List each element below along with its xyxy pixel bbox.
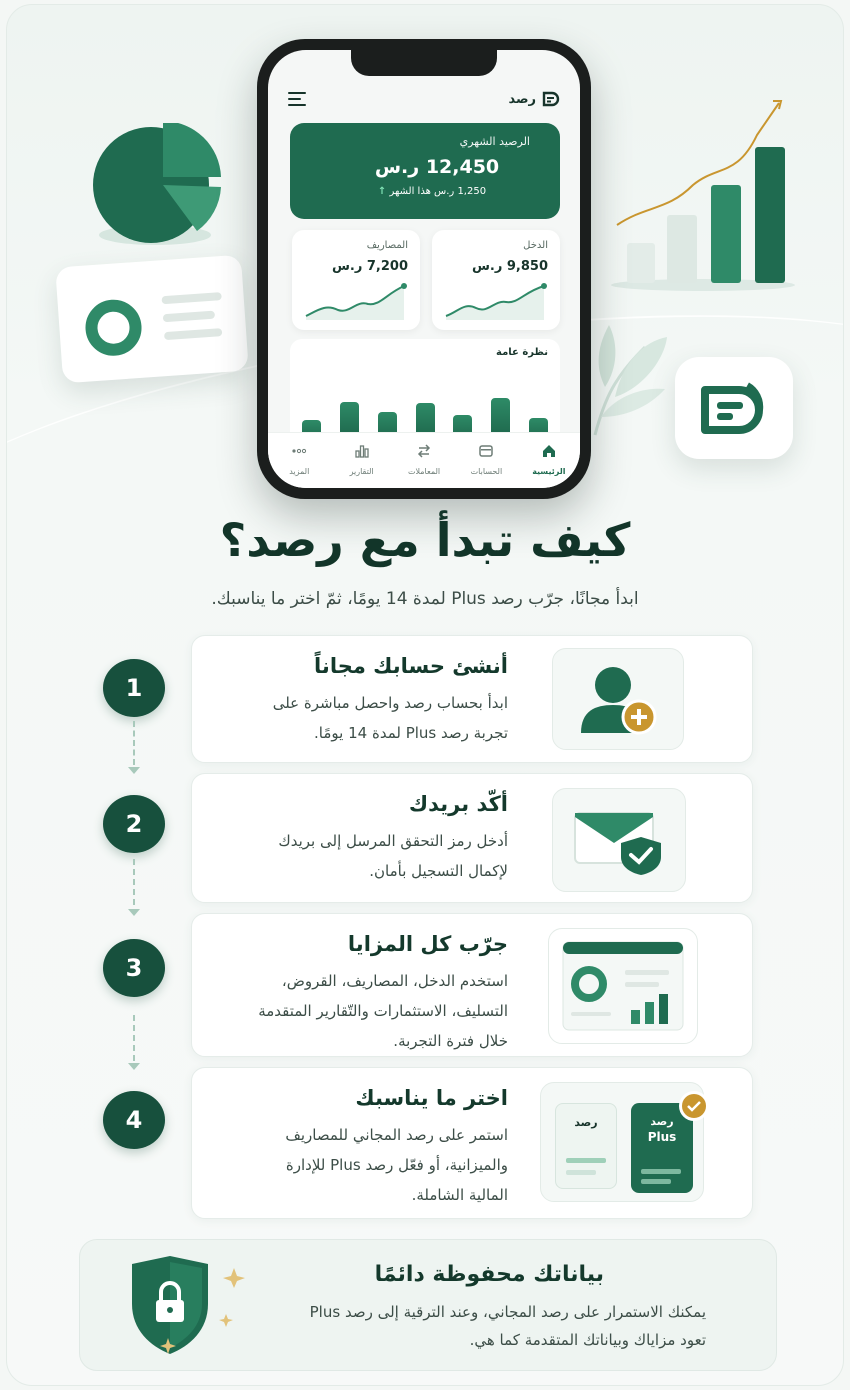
balance-change-text: 1,250 ر.س هذا الشهر bbox=[389, 186, 487, 197]
step-1-text bbox=[273, 654, 508, 748]
step-2-description: أدخل رمز التحقق المرسل إلى بريدك لإكمال التسجيل بأمان. bbox=[278, 832, 508, 880]
balance-amount: 12,450 ر.س bbox=[374, 156, 500, 178]
step-connector bbox=[133, 859, 135, 905]
plus-plan-label-2: Plus bbox=[647, 1130, 677, 1144]
app-logo-small-icon bbox=[542, 91, 560, 107]
balance-label: الرصيد الشهري bbox=[459, 135, 530, 148]
step-connector bbox=[133, 721, 135, 765]
plus-plan-label-1: رصد bbox=[650, 1115, 674, 1128]
arrow-down-icon bbox=[128, 1063, 140, 1070]
swap-icon bbox=[416, 443, 432, 463]
step-4-title: اختر ما يناسبك bbox=[355, 1086, 508, 1110]
data-safe-banner bbox=[79, 1239, 777, 1371]
step-2-text bbox=[278, 792, 508, 886]
overview-card[interactable] bbox=[290, 339, 560, 447]
app-header bbox=[268, 84, 580, 114]
app-name: رصد bbox=[508, 91, 536, 107]
tab-label: المعاملات bbox=[407, 467, 441, 476]
tab-label: التقارير bbox=[349, 467, 374, 476]
tab-reports[interactable] bbox=[334, 443, 390, 476]
phone-notch bbox=[351, 50, 497, 76]
arrow-down-icon bbox=[128, 767, 140, 774]
more-icon bbox=[291, 443, 307, 463]
growth-chart-icon bbox=[607, 95, 807, 295]
step-3-text bbox=[258, 932, 508, 1056]
expenses-amount: 7,200 ر.س bbox=[331, 259, 408, 274]
income-card[interactable] bbox=[432, 230, 560, 330]
home-icon bbox=[541, 443, 557, 463]
app-logo-icon bbox=[675, 357, 793, 459]
app-screen bbox=[268, 50, 580, 488]
income-label: الدخل bbox=[523, 240, 548, 251]
step-4-number: 4 bbox=[103, 1091, 165, 1149]
infographic-page bbox=[6, 4, 844, 1386]
pie-chart-icon bbox=[89, 123, 225, 253]
page-title: كيف تبدأ مع رصد؟ bbox=[219, 513, 631, 567]
step-connector bbox=[133, 1015, 135, 1061]
wallet-icon bbox=[478, 443, 494, 463]
bottom-tab-bar bbox=[268, 432, 580, 488]
step-3-description: استخدم الدخل، المصاريف، القروض، التسليف، الاستثمارات والتّقارير المتقدمة خلال فترة التجربة. bbox=[258, 972, 508, 1050]
hamburger-menu-icon[interactable] bbox=[288, 92, 306, 106]
tab-home[interactable] bbox=[521, 443, 577, 476]
plan-select-icon bbox=[540, 1082, 704, 1202]
step-3-title: جرّب كل المزايا bbox=[347, 932, 508, 956]
expenses-card[interactable] bbox=[292, 230, 420, 330]
dashboard-icon bbox=[548, 928, 698, 1044]
free-plan-card[interactable] bbox=[555, 1103, 617, 1189]
add-user-icon bbox=[552, 648, 684, 750]
balance-card[interactable] bbox=[290, 123, 560, 219]
donut-card-icon bbox=[55, 255, 249, 384]
banner-description: يمكنك الاستمرار على رصد المجاني، وعند الترقية إلى رصد Plus تعود مزاياك وبياناتك المتقدمة كما هي. bbox=[309, 1303, 706, 1349]
income-amount: 9,850 ر.س bbox=[471, 259, 548, 274]
step-4-description: استمر على رصد المجاني للمصاريف والميزانية، أو فعّل رصد Plus للإدارة المالية الشاملة. bbox=[285, 1126, 508, 1204]
overview-label: نظرة عامة bbox=[496, 347, 548, 358]
step-1-number: 1 bbox=[103, 659, 165, 717]
free-plan-label: رصد bbox=[574, 1116, 598, 1129]
balance-change bbox=[304, 186, 530, 197]
arrow-up-icon: ↑ bbox=[377, 186, 387, 197]
step-2-card bbox=[191, 773, 753, 903]
tab-accounts[interactable] bbox=[458, 443, 514, 476]
app-brand bbox=[508, 91, 560, 107]
banner-title: بياناتك محفوظة دائمًا bbox=[374, 1262, 604, 1287]
expenses-trend-icon bbox=[304, 282, 408, 320]
page-subtitle: ابدأ مجانًا، جرّب رصد Plus لمدة 14 يومًا، ثمّ اختر ما يناسبك. bbox=[211, 589, 639, 609]
tab-label: الرئيسية bbox=[532, 467, 566, 476]
phone-mockup bbox=[257, 39, 591, 499]
step-2-title: أكّد بريدك bbox=[408, 792, 508, 816]
tab-label: الحسابات bbox=[470, 467, 503, 476]
chart-icon bbox=[354, 443, 370, 463]
arrow-down-icon bbox=[128, 909, 140, 916]
step-2-number: 2 bbox=[103, 795, 165, 853]
tab-more[interactable] bbox=[271, 443, 327, 476]
step-4-text bbox=[285, 1086, 508, 1210]
tab-transactions[interactable] bbox=[396, 443, 452, 476]
step-3-card bbox=[191, 913, 753, 1057]
email-verify-icon bbox=[552, 788, 686, 892]
step-1-card bbox=[191, 635, 753, 763]
step-1-description: ابدأ بحساب رصد واحصل مباشرة على تجربة رصد Plus لمدة 14 يومًا. bbox=[272, 694, 508, 742]
step-3-number: 3 bbox=[103, 939, 165, 997]
income-trend-icon bbox=[444, 282, 548, 320]
step-4-card bbox=[191, 1067, 753, 1219]
tab-label: المزيد bbox=[289, 467, 310, 476]
expenses-label: المصاريف bbox=[366, 240, 408, 251]
check-badge-icon bbox=[679, 1091, 709, 1121]
step-1-title: أنشئ حسابك مجاناً bbox=[314, 654, 508, 678]
